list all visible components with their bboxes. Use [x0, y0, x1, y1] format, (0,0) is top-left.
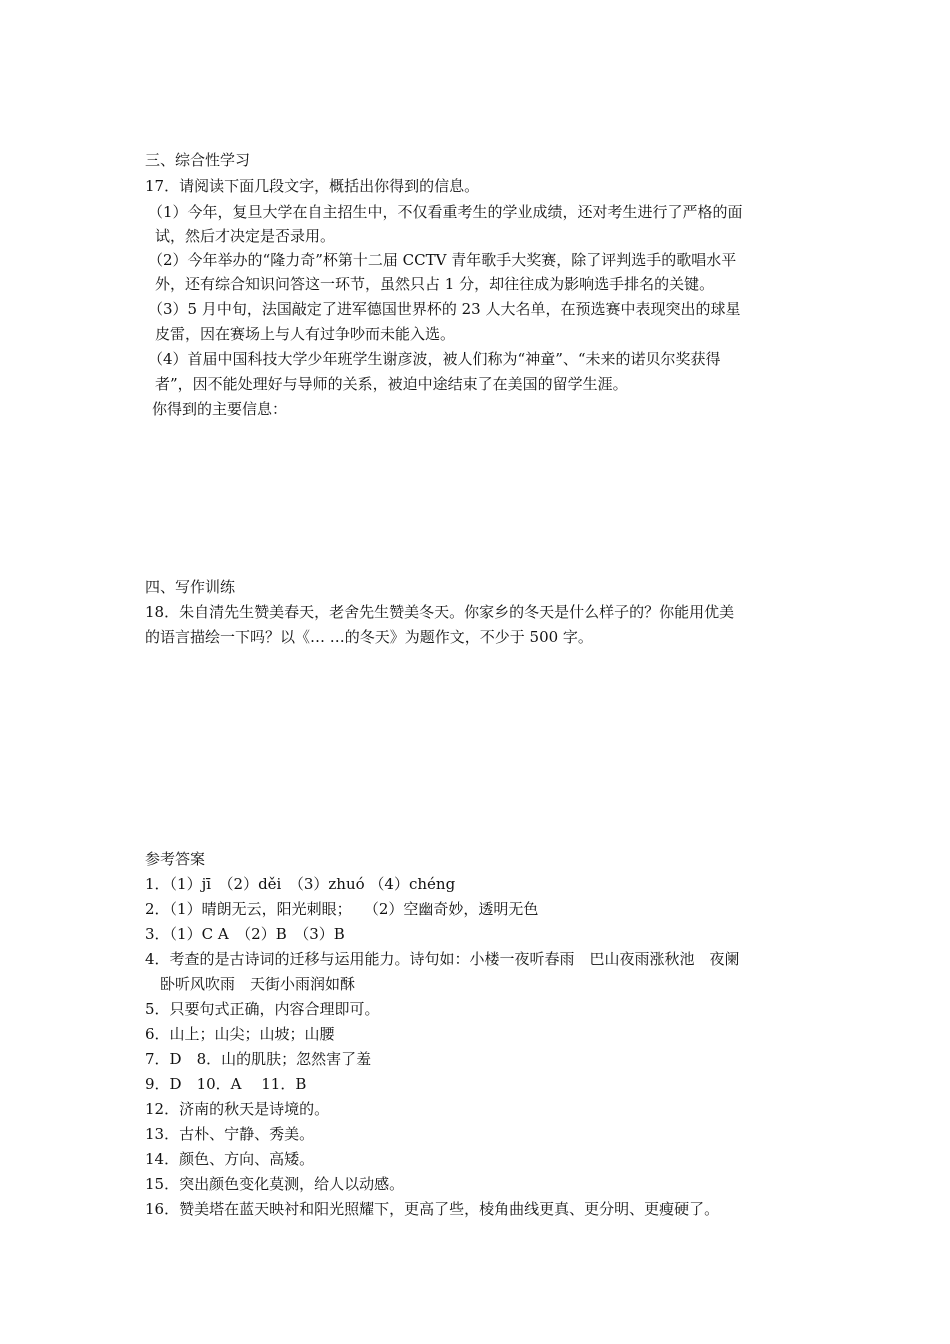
answer-line-1: 1．（1）jī （2）děi （3）zhuó （4）chéng	[145, 875, 456, 893]
answer-line-12: 12．济南的秋天是诗境的。	[145, 1100, 330, 1118]
answer-line-9-11: 9．D 10．A 11．B	[145, 1075, 307, 1093]
answer-line-13: 13．古朴、宁静、秀美。	[145, 1125, 315, 1143]
question-17-prompt: 17．请阅读下面几段文字，概括出你得到的信息。	[145, 177, 480, 195]
q17-item-2-line-2: 外，还有综合知识问答这一环节，虽然只占 1 分，却往往成为影响选手排名的关键。	[155, 275, 715, 293]
q17-item-1-line-1: （1）今年，复旦大学在自主招生中，不仅看重考生的学业成绩，还对考生进行了严格的面	[148, 203, 743, 221]
answer-line-3: 3．（1）C A （2）B （3）B	[145, 925, 345, 943]
q17-item-4-line-2: 者”，因不能处理好与导师的关系，被迫中途结束了在美国的留学生涯。	[155, 375, 628, 393]
q17-item-3-line-1: （3）5 月中旬，法国敲定了进军德国世界杯的 23 人大名单，在预选赛中表现突出的球星	[148, 300, 741, 318]
question-18-line-2: 的语言描绘一下吗？以《… …的冬天》为题作文，不少于 500 字。	[145, 628, 593, 646]
answer-line-7-8: 7．D 8．山的肌肤；忽然害了羞	[145, 1050, 372, 1068]
answer-line-14: 14．颜色、方向、高矮。	[145, 1150, 315, 1168]
section-3-heading: 三、综合性学习	[145, 151, 251, 169]
answer-line-6: 6．山上；山尖；山坡；山腰	[145, 1025, 335, 1043]
q17-item-4-line-1: （4）首届中国科技大学少年班学生谢彦波，被人们称为“神童”、“未来的诺贝尔奖获得	[148, 350, 721, 368]
answer-line-5: 5．只要句式正确，内容合理即可。	[145, 1000, 380, 1018]
answers-heading: 参考答案	[145, 850, 206, 868]
q17-item-2-line-1: （2）今年举办的“隆力奇”杯第十二届 CCTV 青年歌手大奖赛，除了评判选手的歌唱水平	[148, 251, 737, 269]
question-18-line-1: 18．朱自清先生赞美春天，老舍先生赞美冬天。你家乡的冬天是什么样子的？你能用优美	[145, 603, 735, 621]
q17-item-1-line-2: 试，然后才决定是否录用。	[155, 227, 336, 245]
answer-line-4: 4．考查的是古诗词的迁移与运用能力。诗句如：小楼一夜听春雨 巴山夜雨涨秋池 夜阑	[145, 950, 740, 968]
q17-answer-label: 你得到的主要信息：	[152, 400, 288, 418]
answer-line-2: 2．（1）晴朗无云，阳光刺眼； （2）空幽奇妙，透明无色	[145, 900, 539, 918]
answer-line-4-cont: 卧听风吹雨 天街小雨润如酥	[145, 975, 356, 993]
answer-line-15: 15．突出颜色变化莫测，给人以动感。	[145, 1175, 405, 1193]
answer-line-16: 16．赞美塔在蓝天映衬和阳光照耀下，更高了些，棱角曲线更真、更分明、更瘦硬了。	[145, 1200, 720, 1218]
q17-item-3-line-2: 皮雷，因在赛场上与人有过争吵而未能入选。	[155, 325, 456, 343]
section-4-heading: 四、写作训练	[145, 578, 236, 596]
